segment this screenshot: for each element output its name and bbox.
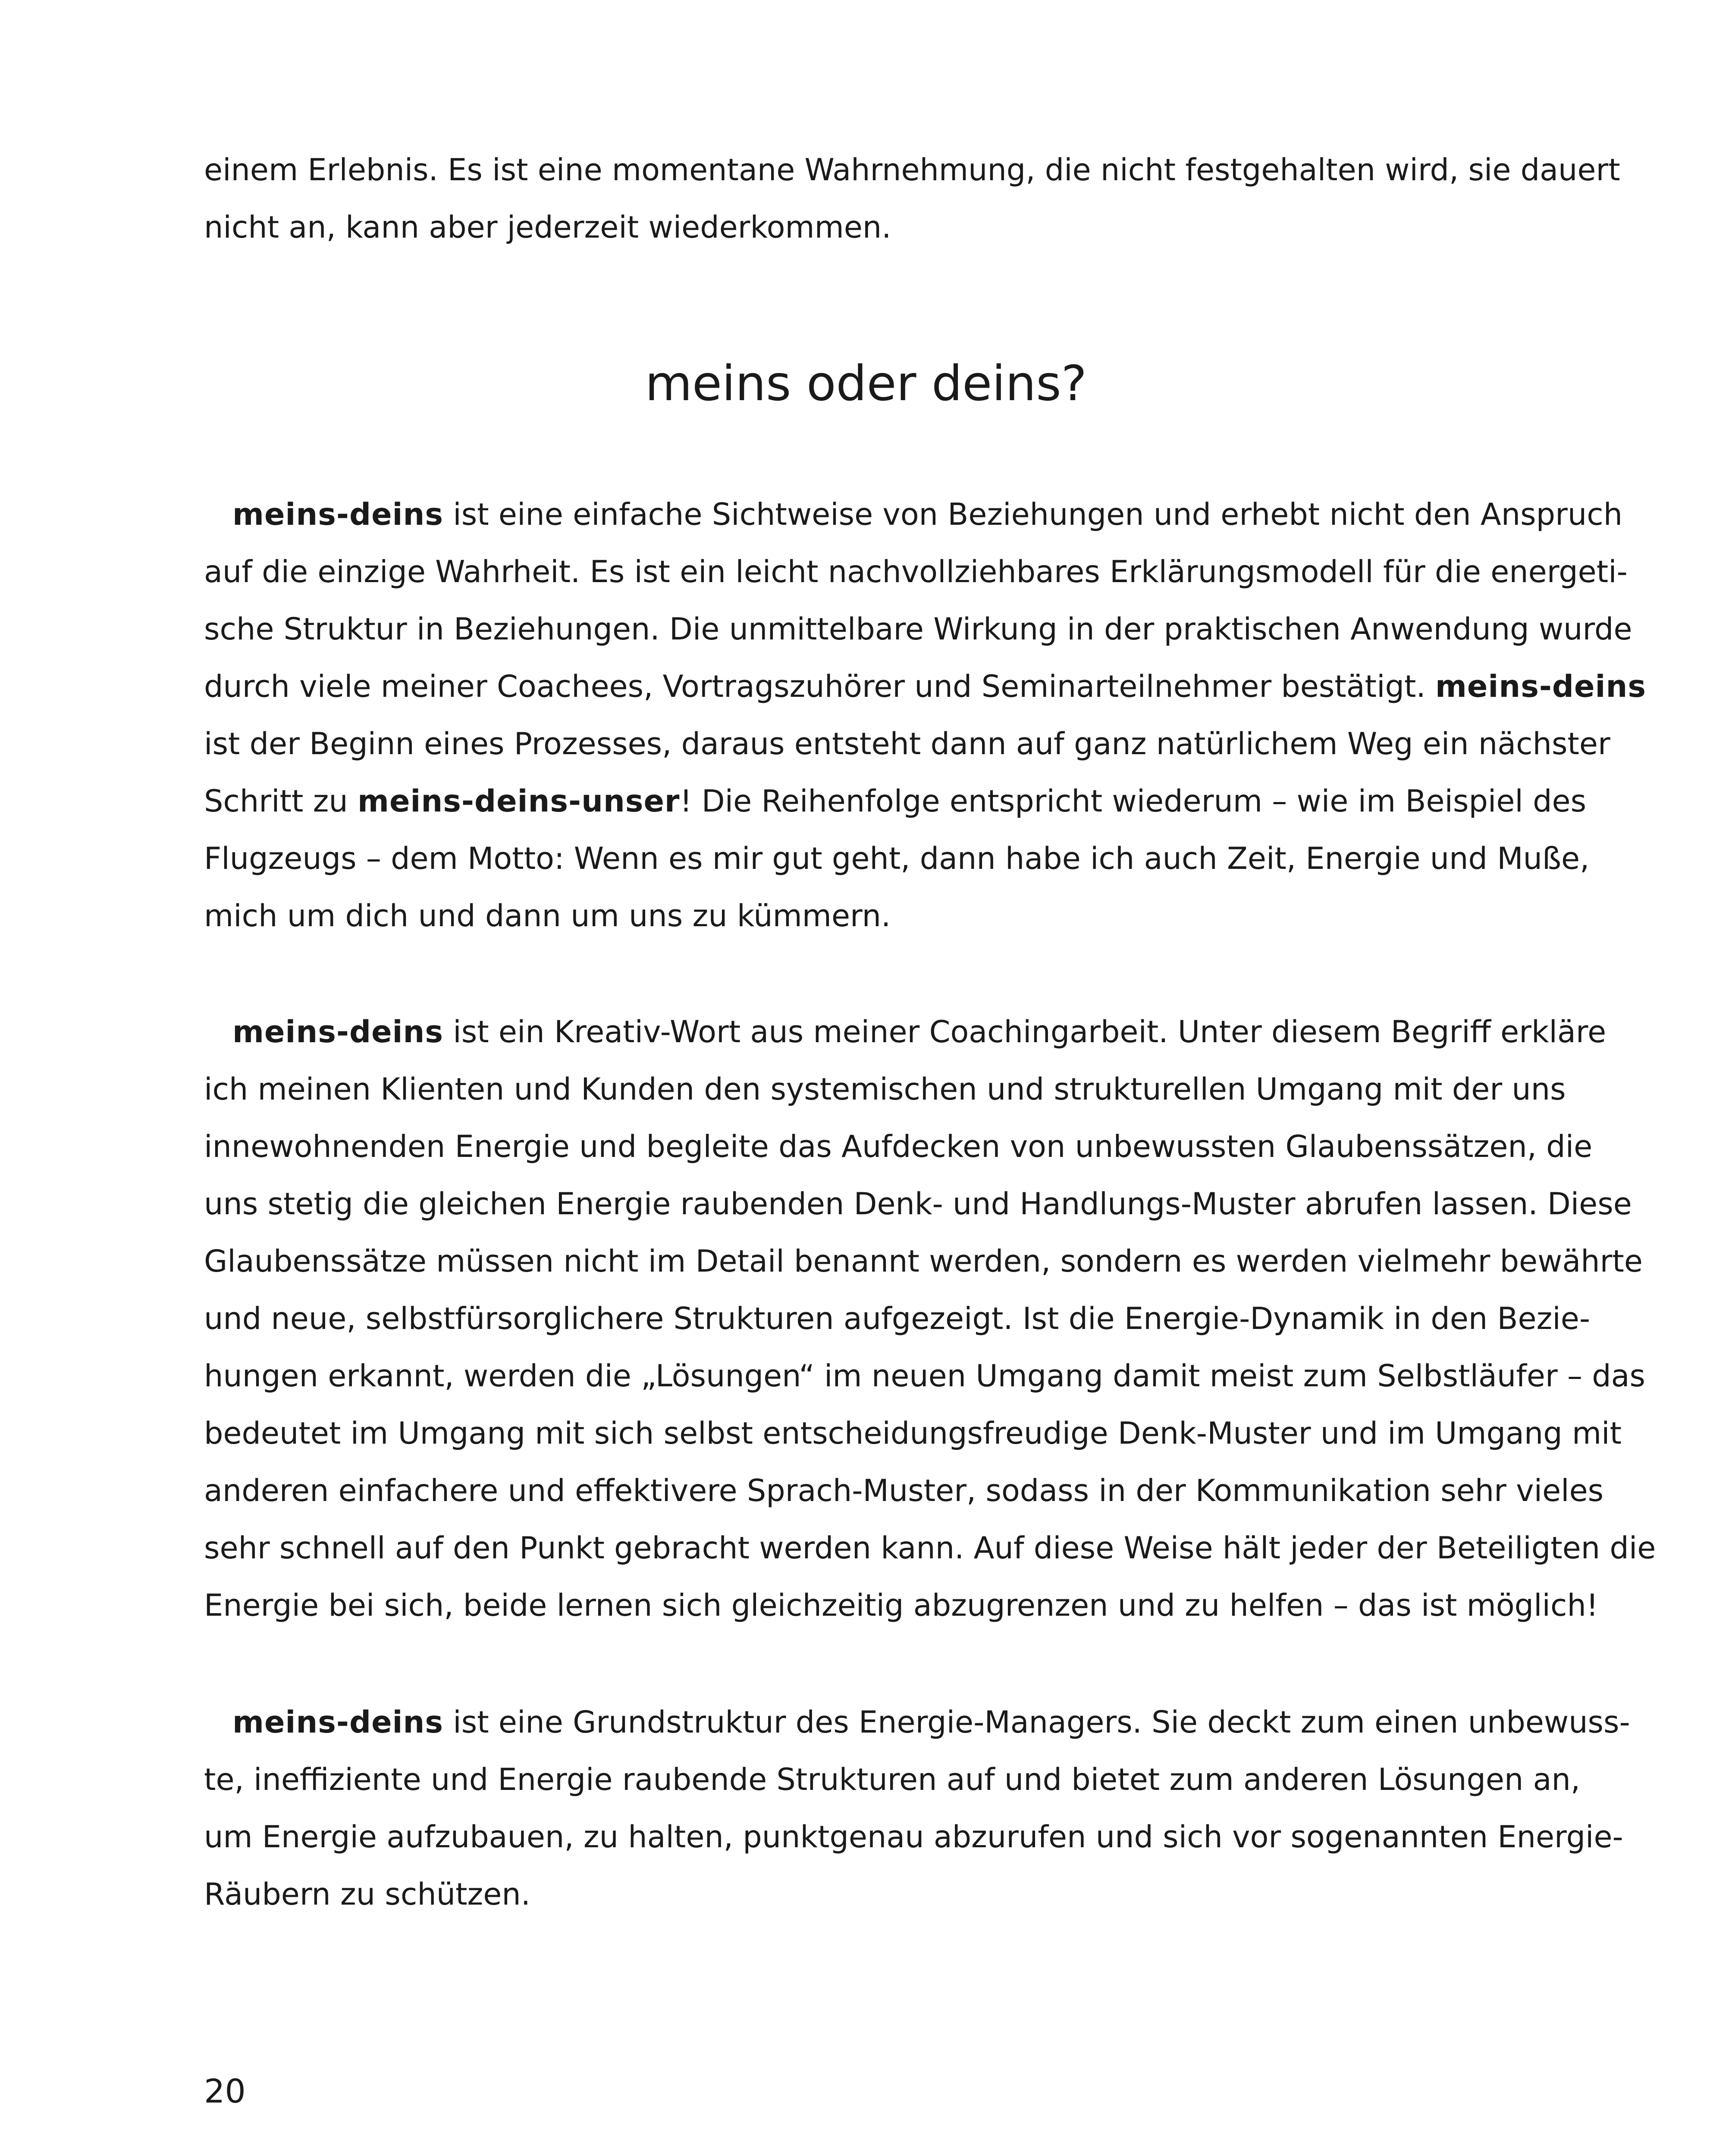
paragraph-1-line-6 — [204, 773, 1587, 830]
paragraph-1-line-4-text: durch viele meiner Coachees, Vortragszuhörer und Seminarteilnehmer bestätigt. — [204, 669, 1435, 704]
paragraph-2-line-5: Glaubenssätze müssen nicht im Detail benannt werden, sondern es werden vielmehr bewährte — [204, 1244, 1643, 1279]
paragraph-2-line-8: bedeutet im Umgang mit sich selbst entscheidungsfreudige Denk-Muster und im Umgang mit — [204, 1416, 1622, 1451]
paragraph-2-line-4: uns stetig die gleichen Energie raubenden Denk- und Handlungs-Muster abrufen lassen. Diese — [204, 1186, 1632, 1222]
paragraph-2-line-2: ich meinen Klienten und Kunden den systemischen und strukturellen Umgang mit der uns — [204, 1072, 1566, 1107]
paragraph-3-line-1 — [204, 1694, 1630, 1751]
paragraph-2 — [204, 1003, 1656, 1634]
paragraph-1-line-6-text: Schritt zu — [204, 783, 358, 819]
paragraph-2-line-9: anderen einfachere und effektivere Sprach-Muster, sodass in der Kommunikation sehr vieles — [204, 1473, 1604, 1508]
paragraph-1-line-6-rest: ! Die Reihenfolge entspricht wiederum – wie im Beispiel des — [680, 783, 1587, 819]
paragraph-1-line-5: ist der Beginn eines Prozesses, daraus entsteht dann auf ganz natürlichem Weg ein nächster — [204, 726, 1610, 761]
paragraph-1-line-7: Flugzeugs – dem Motto: Wenn es mir gut geht, dann habe ich auch Zeit, Energie und Muße, — [204, 841, 1590, 876]
paragraph-1-line-1 — [204, 486, 1623, 543]
intro-paragraph — [204, 141, 1620, 256]
intro-line-1: einem Erlebnis. Es ist eine momentane Wahrnehmung, die nicht festgehalten wird, sie dauert — [204, 152, 1620, 188]
term-meins-deins: meins-deins — [232, 497, 444, 532]
intro-line-2: nicht an, kann aber jederzeit wiederkommen. — [204, 210, 891, 245]
paragraph-1-line-2: auf die einzige Wahrheit. Es ist ein leicht nachvollziehbares Erklärungsmodell für die energeti- — [204, 554, 1628, 589]
paragraph-2-line-7: hungen erkannt, werden die „Lösungen“ im neuen Umgang damit meist zum Selbstläufer – das — [204, 1358, 1646, 1394]
paragraph-1-line-4 — [204, 658, 1647, 715]
paragraph-2-line-10: sehr schnell auf den Punkt gebracht werden kann. Auf diese Weise hält jeder der Beteiligten die — [204, 1530, 1656, 1566]
paragraph-3-line-2: te, ineffiziente und Energie raubende Strukturen auf und bietet zum anderen Lösungen an, — [204, 1762, 1581, 1797]
paragraph-1-line-1-text: ist eine einfache Sichtweise von Beziehungen und erhebt nicht den Anspruch — [443, 497, 1623, 532]
paragraph-2-line-1 — [204, 1003, 1606, 1061]
paragraph-2-line-1-text: ist ein Kreativ-Wort aus meiner Coachingarbeit. Unter diesem Begriff erkläre — [443, 1014, 1606, 1050]
term-meins-deins: meins-deins — [232, 1014, 444, 1050]
paragraph-2-line-3: innewohnenden Energie und begleite das Aufdecken von unbewussten Glaubenssätzen, die — [204, 1129, 1593, 1164]
term-meins-deins-unser: meins-deins-unser — [358, 783, 680, 819]
paragraph-3-line-1-text: ist eine Grundstruktur des Energie-Managers. Sie deckt zum einen unbewuss- — [443, 1705, 1630, 1740]
paragraph-1-line-8: mich um dich und dann um uns zu kümmern. — [204, 898, 891, 934]
paragraph-3-line-3: um Energie aufzubauen, zu halten, punktgenau abzurufen und sich vor sogenannten Energie- — [204, 1819, 1623, 1855]
term-meins-deins: meins-deins — [1435, 669, 1647, 704]
term-meins-deins: meins-deins — [232, 1705, 444, 1740]
paragraph-3-line-4: Räubern zu schützen. — [204, 1877, 530, 1912]
paragraph-2-line-11: Energie bei sich, beide lernen sich gleichzeitig abzugrenzen und zu helfen – das ist möglich! — [204, 1588, 1598, 1623]
paragraph-1-line-3: sche Struktur in Beziehungen. Die unmittelbare Wirkung in der praktischen Anwendung wurde — [204, 611, 1632, 647]
section-heading: meins oder deins? — [645, 356, 1087, 412]
page-number: 20 — [204, 2072, 246, 2110]
paragraph-1 — [204, 486, 1647, 945]
paragraph-2-line-6: und neue, selbstfürsorglichere Strukturen aufgezeigt. Ist die Energie-Dynamik in den Bezie- — [204, 1301, 1591, 1336]
paragraph-3 — [204, 1694, 1630, 1923]
